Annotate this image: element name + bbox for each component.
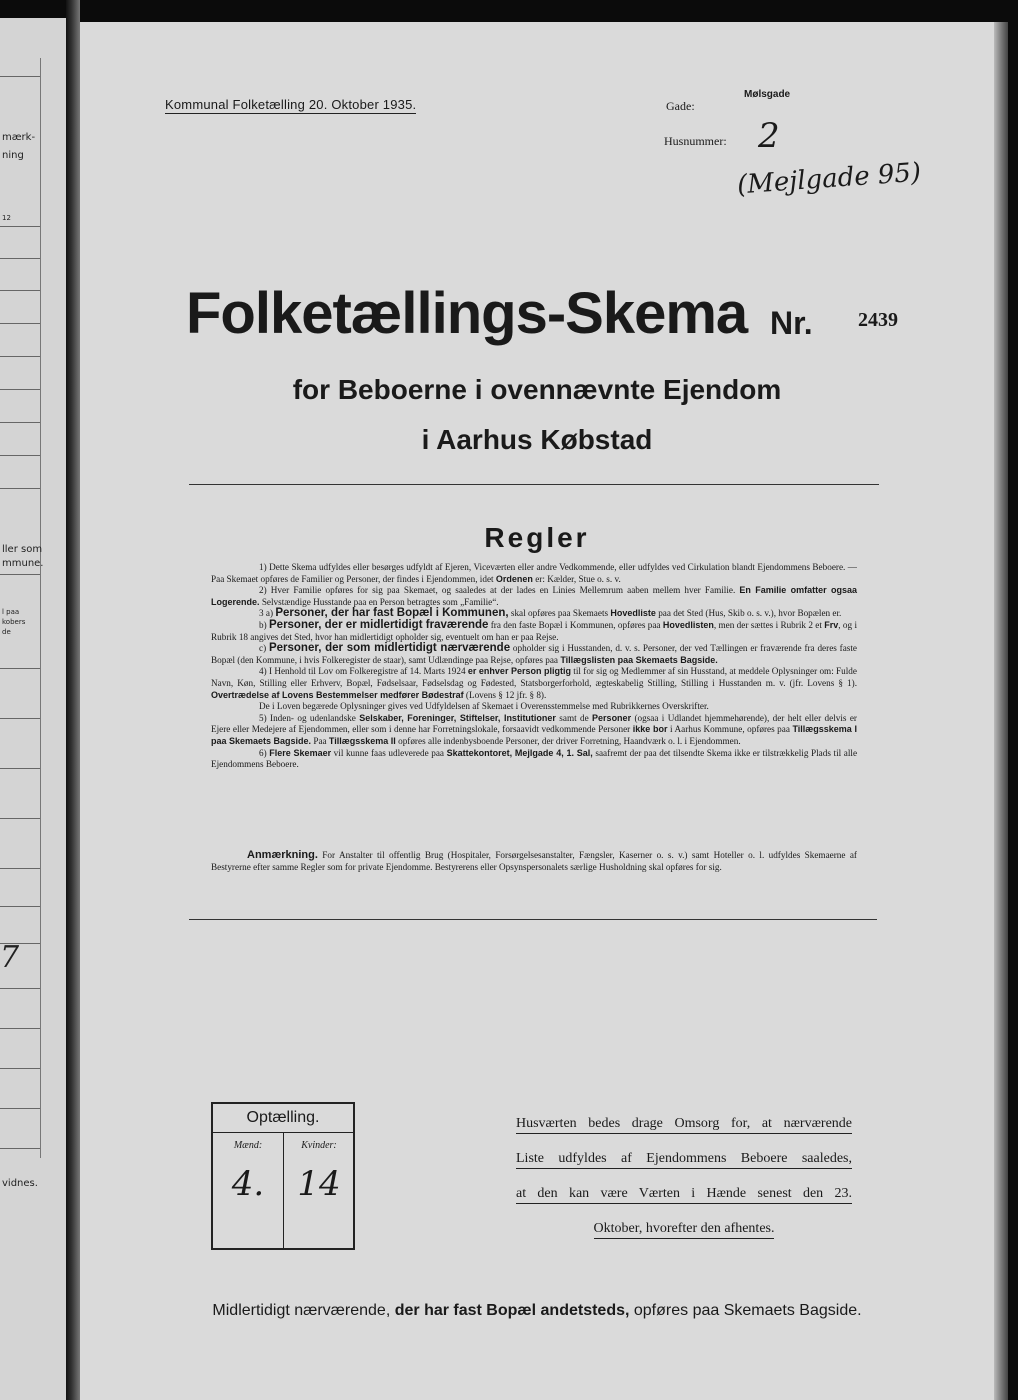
left-page-rule bbox=[0, 356, 40, 357]
left-page-rule bbox=[0, 226, 40, 227]
left-page-text: l paa bbox=[2, 608, 20, 616]
rules-heading: Regler bbox=[484, 522, 590, 553]
rule-1: 1) Dette Skema udfyldes eller besørges udfyldt af Ejeren, Viceværten eller andre Vedkommende, eller udfyldes ved Cirkulation blandt Ejendommens Beboere. — Paa Skemaet opføres de Familier og Personer, der findes i Ejendommen, idet Ordenen er: Kælder, Stue o. s. v. bbox=[211, 562, 857, 584]
rule-3b: b) Personer, der er midlertidigt fraværende fra den faste Bopæl i Kommunen, opføres paa Hovedlisten, men der sættes i Rubrik 2 et Frv, og i Rubrik 18 angives det Sted, hvor han midlertidigt opholder sig, eventuelt om han er paa Rejse. bbox=[211, 618, 857, 642]
husnummer-note: (Mejlgade 95) bbox=[736, 157, 923, 201]
left-page-column-line bbox=[40, 58, 41, 1158]
host-notice-line: Oktober, hvorefter den afhentes. bbox=[516, 1211, 852, 1246]
form-title: Folketællings-Skema bbox=[186, 281, 748, 346]
left-page-rule bbox=[0, 290, 40, 291]
rules-body bbox=[211, 562, 857, 771]
rule-3a: 3 a) Personer, der har fast Bopæl i Kommunen, skal opføres paa Skemaets Hovedliste paa det Sted (Hus, Skib o. s. v.), hvor Bopælen er. bbox=[259, 607, 842, 620]
left-page-text: ning bbox=[2, 150, 24, 161]
left-page-rule bbox=[0, 323, 40, 324]
rule-6: 6) Flere Skemaer vil kunne faas udleverede paa Skattekontoret, Mejlgade 4, 1. Sal, saafremt der paa det tilsendte Skema ikke er tilstrækkelig Plads til alle Ejendommens Beboere. bbox=[211, 747, 858, 770]
left-page-fragment bbox=[0, 18, 67, 1400]
book-gutter bbox=[66, 0, 80, 1400]
count-title: Optælling. bbox=[213, 1104, 353, 1133]
rule-4b: De i Loven begærede Oplysninger gives ved Udfyldelsen af Skemaet i Overensstemmelse med Rubrikkernes Overskrifter. bbox=[259, 701, 709, 712]
left-page-rule bbox=[0, 718, 40, 719]
men-count: 4. bbox=[231, 1164, 265, 1204]
form-subtitle: for Beboerne i ovennævnte Ejendom bbox=[292, 374, 782, 405]
women-count: 14 bbox=[297, 1164, 341, 1204]
left-page-rule bbox=[0, 1028, 40, 1029]
left-page-rule bbox=[0, 768, 40, 769]
left-page-rule bbox=[0, 1108, 40, 1109]
host-notice-line: Husværten bedes drage Omsorg for, at nærværende bbox=[516, 1106, 852, 1141]
left-page-rule bbox=[0, 818, 40, 819]
nr-label: Nr. bbox=[770, 305, 813, 341]
husnummer-value: 2 bbox=[758, 116, 780, 156]
page-edge bbox=[994, 22, 1008, 1400]
husnummer-label: Husnummer: bbox=[664, 134, 727, 148]
rule-5: 5) Inden- og udenlandske Selskaber, Foreninger, Stiftelser, Institutioner samt de Personer (ogsaa i Udlandet hjemmehørende), der helt eller delvis er Ejere eller Medejere af Ejendommen, eller som i denne har Forretningslokale, forsaavidt vedkommende Personer ikke bor i Aarhus Kommune, opføres paa Tillægsskema I paa Skemaets Bagside. Paa Tillægsskema II opføres alle indenbysboende Personer, der driver Forretning, Haandværk o. l. i Ejendommen. bbox=[211, 712, 858, 746]
left-page-rule bbox=[0, 868, 40, 869]
host-notice-line: at den kan være Værten i Hænde senest den 23. bbox=[516, 1176, 852, 1211]
rule-2: 2) Hver Familie opføres for sig paa Skemaet, og saaledes at der lades en Linies Mellemrum aaben mellem hver Familie. En Familie omfatter ogsaa Logerende. Selvstændige Husstande paa en Person betragtes som „Familie“. bbox=[211, 585, 857, 607]
women-label: Kvinder: bbox=[301, 1140, 337, 1151]
left-page-text: kobers bbox=[2, 618, 26, 626]
divider bbox=[189, 484, 879, 485]
men-label: Mænd: bbox=[233, 1140, 263, 1151]
divider bbox=[189, 919, 877, 920]
left-page-text: ller som bbox=[2, 544, 43, 555]
left-page-rule bbox=[0, 422, 40, 423]
count-box bbox=[211, 1102, 355, 1250]
left-page-rule bbox=[0, 574, 40, 575]
census-form-page bbox=[80, 22, 994, 1400]
left-page-rule bbox=[0, 76, 40, 77]
left-page-text: de bbox=[2, 628, 11, 636]
form-subtitle-city: i Aarhus Købstad bbox=[421, 424, 653, 455]
left-page-rule bbox=[0, 1068, 40, 1069]
left-page-rule bbox=[0, 488, 40, 489]
left-page-rule bbox=[0, 455, 40, 456]
left-page-text: mærk- bbox=[2, 132, 36, 143]
left-page-handwritten-mark: 7 bbox=[0, 940, 20, 975]
left-page-text: 12 bbox=[2, 214, 11, 222]
host-notice-line: Liste udfyldes af Ejendommens Beboere saaledes, bbox=[516, 1141, 852, 1176]
left-page-rule bbox=[0, 988, 40, 989]
annotation-text: For Anstalter til offentlig Brug (Hospitaler, Forsørgelsesanstalter, Fængsler, Kaserner o. s. v.) samt Hoteller o. l. udfyldes Skemaerne af Bestyrerne efter samme Regler som for private Ejendomme. Bestyrerens eller Opsynspersonalets særlige Husholdning skal opføres for sig. bbox=[211, 850, 857, 872]
left-page-rule bbox=[0, 389, 40, 390]
left-page-text: mmune. bbox=[2, 558, 44, 569]
left-page-rule bbox=[0, 1148, 40, 1149]
gade-value-stamp: Mølsgade bbox=[744, 89, 791, 100]
left-page-text: vidnes. bbox=[2, 1178, 38, 1189]
host-notice bbox=[516, 1106, 852, 1246]
footer-note: Midlertidigt nærværende, der har fast Bopæl andetsteds, opføres paa Skemaets Bagside. bbox=[212, 1302, 862, 1319]
rule-4: 4) I Henhold til Lov om Folkeregistre af 14. Marts 1924 er enhver Person pligtig til for sig og Medlemmer af sin Husstand, at meddele Oplysninger om: Fulde Navn, Køn, Stilling eller Erhverv, Bopæl, Fødselsaar, Fødselsdag og Fødested, Statsborgerforhold, ægteskabelig Stilling, Stilling i Husstanden m. v. (jfr. Lovens § 1). Overtrædelse af Lovens Bestemmelser medfører Bødestraf (Lovens § 12 jfr. § 8). bbox=[211, 666, 857, 700]
left-page-rule bbox=[0, 906, 40, 907]
left-page-rule bbox=[0, 668, 40, 669]
form-number: 2439 bbox=[858, 309, 898, 331]
census-header: Kommunal Folketælling 20. Oktober 1935. bbox=[165, 97, 417, 112]
left-page-rule bbox=[0, 258, 40, 259]
gade-label: Gade: bbox=[666, 99, 695, 113]
annotation-block bbox=[211, 850, 857, 873]
annotation-title: Anmærkning. bbox=[247, 849, 318, 861]
rule-3c: c) Personer, der som midlertidigt nærværende opholder sig i Husstanden, d. v. s. Personer, der ved Tællingen er fraværende fra deres faste Bopæl (den Kommune, i hvis Folkeregister de staar), samt Udlændinge paa Rejse, opføres paa Tillægslisten paa Skemaets Bagside. bbox=[211, 642, 858, 665]
